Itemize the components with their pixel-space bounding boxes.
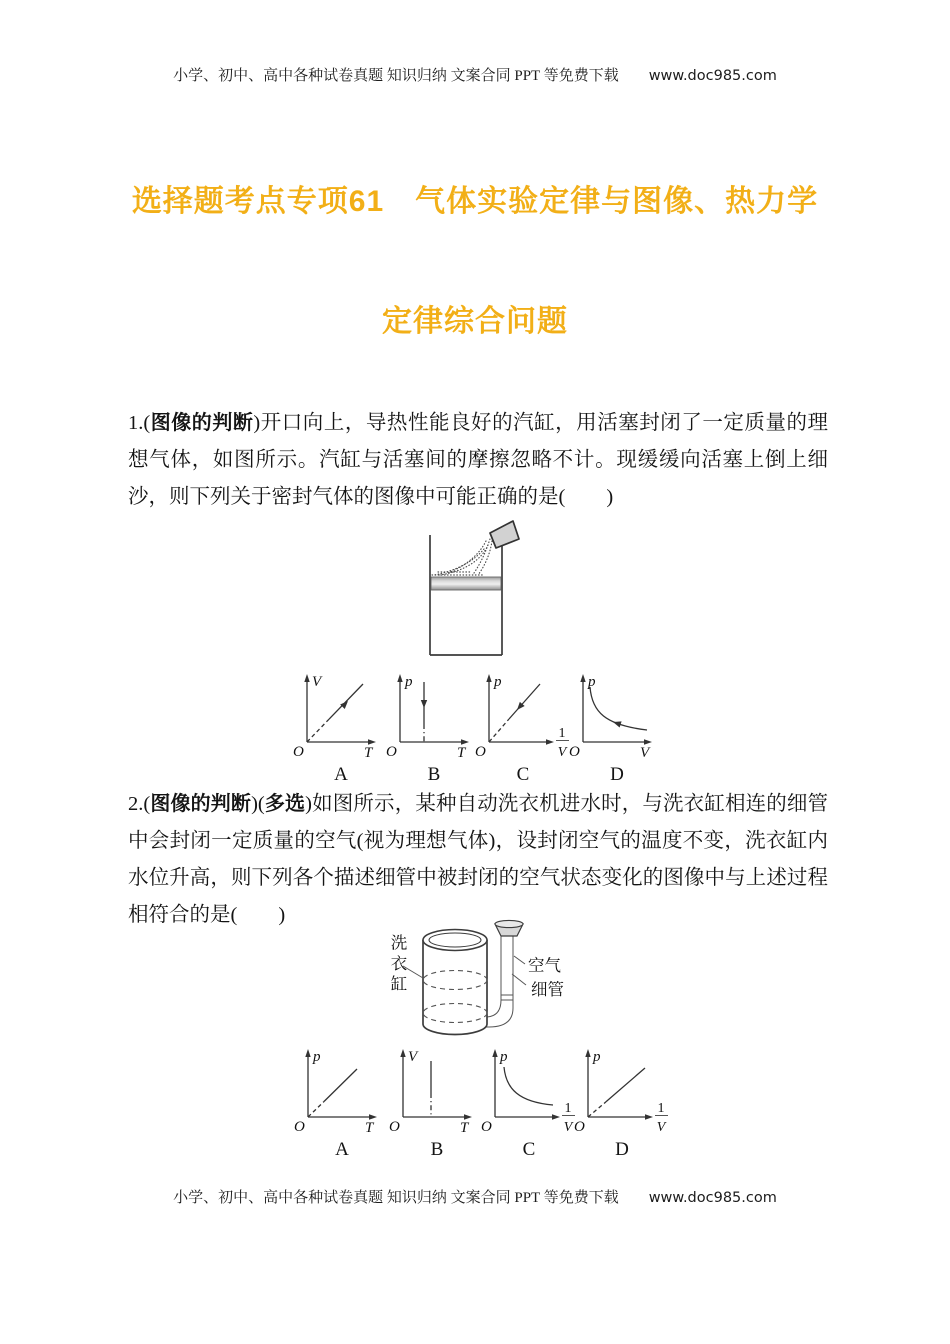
- sand-stream: [448, 541, 486, 573]
- drum-label: 洗衣缸: [388, 934, 407, 996]
- y-axis-label: p: [588, 674, 596, 690]
- x-axis-label: V: [640, 745, 650, 761]
- question-2-number: 2.(: [128, 793, 151, 815]
- x-axis-fraction-numerator: 1: [558, 726, 566, 741]
- x-axis-fraction-numerator: 1: [564, 1101, 572, 1116]
- y-axis-label: p: [313, 1049, 321, 1065]
- y-axis-label: V: [408, 1049, 418, 1065]
- x-axis-fraction-denominator: V: [563, 1120, 573, 1135]
- y-axis-label: V: [312, 674, 322, 690]
- page-title-line2: 定律综合问题: [382, 305, 568, 338]
- question-1-body: 开口向上，导热性能良好的汽缸，用活塞封闭了一定质量的理想气体，如图所示。汽缸与活塞间的摩擦忽略不计。现缓缓向活塞上倒上细沙，则下列关于密封气体的图像中可能正确的是( ): [128, 412, 829, 508]
- sand-container: [490, 521, 519, 548]
- option-label: B: [430, 1139, 444, 1160]
- origin-label: O: [294, 1119, 305, 1135]
- question-2-text: 2.(图像的判断)(多选)如图所示，某种自动洗衣机进水时，与洗衣缸相连的细管中会封闭一定质量的空气(视为理想气体)，设封闭空气的温度不变，洗衣缸内水位升高，则下列各个描述细管中被封闭的空气状态变化的图像中与上述过程相符合的是( ): [128, 793, 829, 926]
- q2-figure-washer: [375, 914, 585, 1054]
- sand-stream: [478, 541, 492, 575]
- x-axis-fraction-numerator: 1: [657, 1101, 665, 1116]
- origin-label: O: [481, 1119, 492, 1135]
- option-label: A: [334, 764, 348, 785]
- x-axis-fraction-denominator: V: [557, 745, 567, 760]
- y-axis-label: p: [494, 674, 502, 690]
- q1-figure-cylinder: [412, 515, 532, 668]
- origin-label: O: [569, 744, 580, 760]
- header-site-text: www.doc985.com: [648, 68, 777, 84]
- option-label: A: [335, 1139, 349, 1160]
- x-axis-label: T: [460, 1120, 469, 1136]
- footer-site-text: www.doc985.com: [648, 1190, 777, 1206]
- question-1-text: 1.(图像的判断)开口向上，导热性能良好的汽缸，用活塞封闭了一定质量的理想气体，如图所示。汽缸与活塞间的摩擦忽略不计。现缓缓向活塞上倒上细沙，则下列关于密封气体的图像中可能正确的是( ): [128, 412, 829, 508]
- question-2-multi-tag: 多选: [264, 793, 306, 815]
- air-label-pointer: [514, 956, 525, 964]
- water-level-dashed: [423, 971, 487, 990]
- page-header: [0, 64, 950, 85]
- y-axis-label: p: [405, 674, 413, 690]
- air-tube: [487, 936, 501, 1017]
- option-label: B: [427, 764, 441, 785]
- water-level-dashed: [423, 1004, 487, 1023]
- tube-label-pointer: [512, 974, 526, 985]
- x-axis-label: T: [365, 1120, 374, 1136]
- air-tube: [486, 936, 513, 1027]
- question-2-body: 如图所示，某种自动洗衣机进水时，与洗衣缸相连的细管中会封闭一定质量的空气(视为理想气体)，设封闭空气的温度不变，洗衣缸内水位升高，则下列各个描述细管中被封闭的空气状态变化的图像中与上述过程相符合的是( ): [128, 793, 829, 926]
- header-text: 小学、初中、高中各种试卷真题 知识归纳 文案合同 PPT 等免费下载: [173, 68, 619, 84]
- origin-label: O: [574, 1119, 585, 1135]
- tube-label: 细管: [531, 980, 564, 999]
- x-axis-label: T: [364, 745, 373, 761]
- q2-graph-D: [563, 1045, 678, 1161]
- piston: [431, 577, 501, 590]
- origin-label: O: [293, 744, 304, 760]
- origin-label: O: [389, 1119, 400, 1135]
- question-1-tag: 图像的判断: [150, 412, 254, 434]
- option-label: C: [522, 1139, 536, 1160]
- origin-label: O: [386, 744, 397, 760]
- y-axis-label: p: [593, 1049, 601, 1065]
- option-label: C: [516, 764, 530, 785]
- x-axis-label: T: [457, 745, 466, 761]
- option-label: D: [615, 1139, 629, 1160]
- question-2-tag: 图像的判断: [150, 793, 252, 815]
- question-1-number: 1.(: [128, 412, 151, 434]
- footer-text: 小学、初中、高中各种试卷真题 知识归纳 文案合同 PPT 等免费下载: [173, 1190, 619, 1206]
- option-label: D: [610, 764, 624, 785]
- page-title-line1: 选择题考点专项61 气体实验定律与图像、热力学: [131, 185, 819, 218]
- x-axis-fraction-denominator: V: [656, 1120, 666, 1135]
- drum-bottom: [423, 1024, 487, 1035]
- sand-stream: [434, 549, 484, 575]
- y-axis-label: p: [500, 1049, 508, 1065]
- origin-label: O: [475, 744, 486, 760]
- page-footer: [0, 1186, 950, 1207]
- air-label: 空气: [528, 956, 561, 975]
- q1-graph-D: [558, 670, 673, 786]
